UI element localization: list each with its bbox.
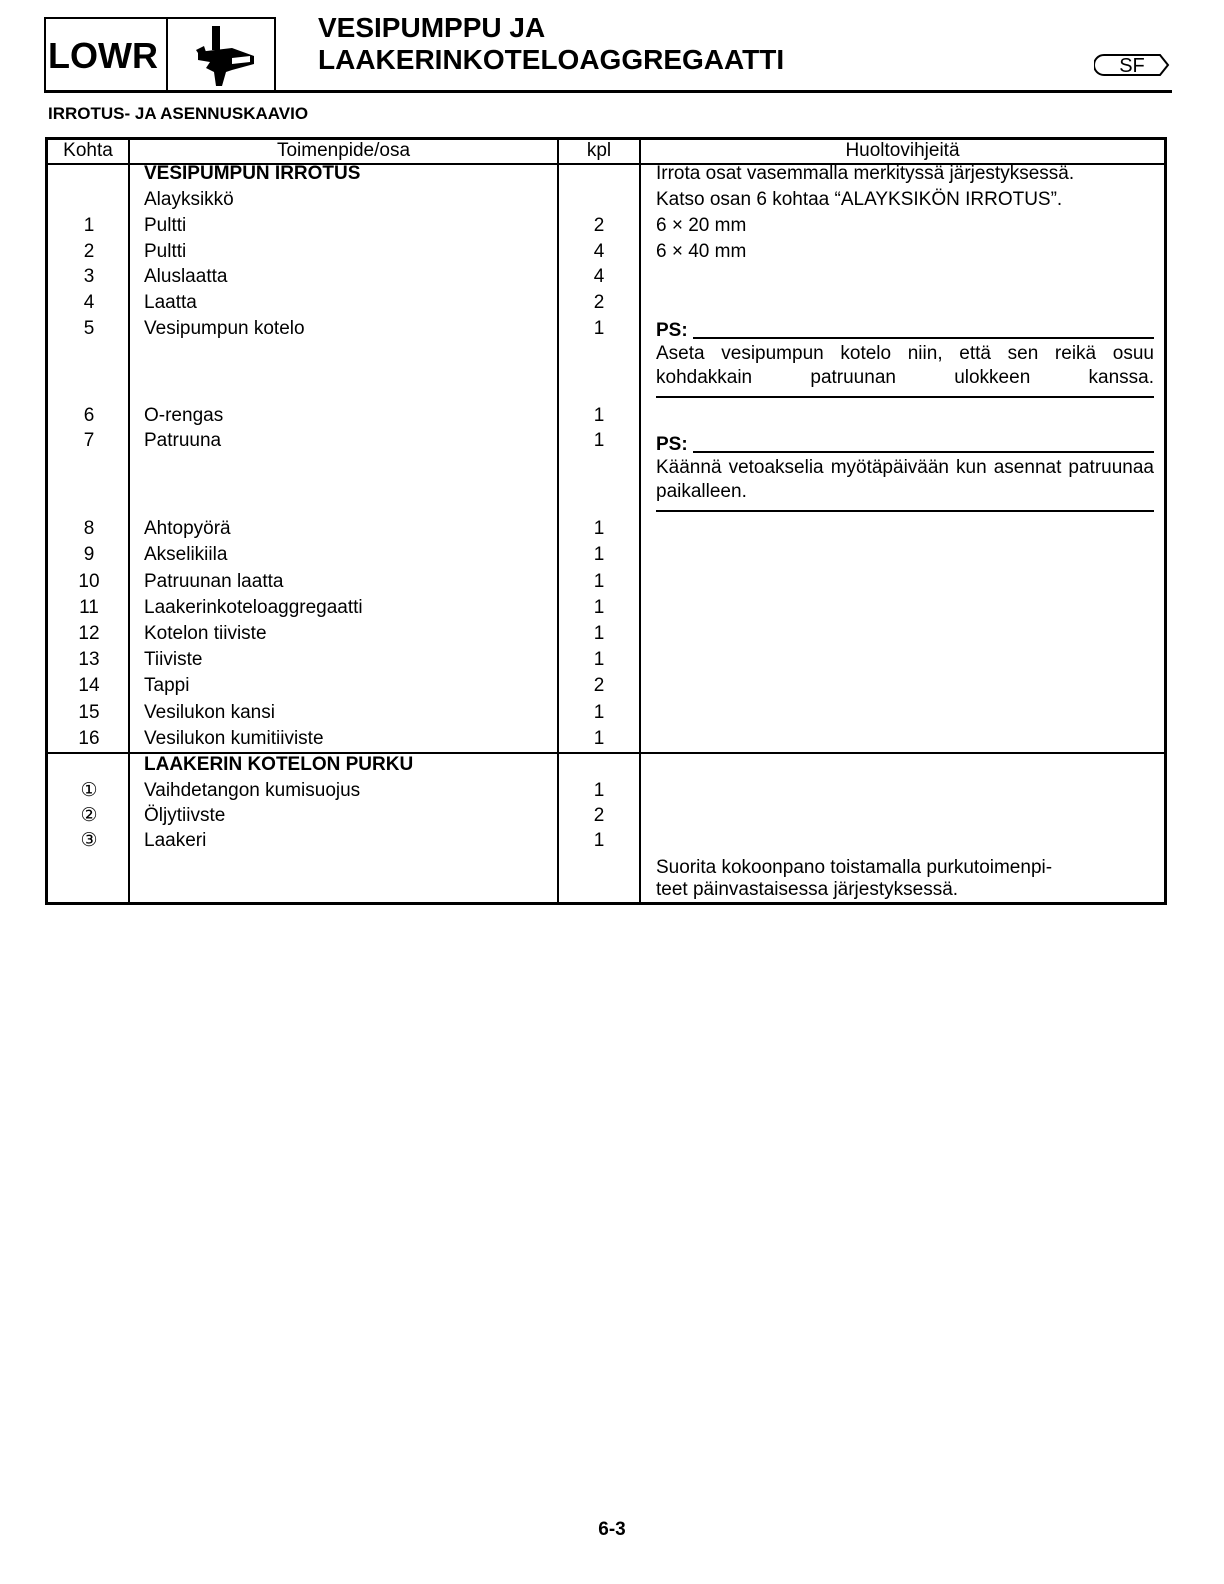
- ps-rule: [656, 510, 1154, 512]
- part-name: Laakeri: [144, 830, 207, 851]
- item-number: 14: [78, 675, 100, 696]
- page-title-line1: VESIPUMPPU JA: [318, 12, 546, 43]
- item-number: 16: [78, 728, 100, 749]
- part-qty: 2: [593, 675, 605, 696]
- section-subtitle: IRROTUS- JA ASENNUSKAAVIO: [48, 104, 309, 123]
- part-name: Aluslaatta: [144, 266, 228, 287]
- part-name: Patruunan laatta: [144, 571, 284, 592]
- column-header-kohta: Kohta: [63, 140, 113, 161]
- part-name: Pultti: [144, 215, 187, 236]
- part-qty: 2: [593, 292, 605, 313]
- part-qty: 1: [593, 830, 605, 851]
- note-line: Irrota osat vasemmalla merkityssä järjestyksessä.: [656, 163, 1075, 184]
- language-badge-text: SF: [1119, 55, 1145, 77]
- item-number: 9: [83, 544, 95, 565]
- part-qty: 1: [593, 623, 605, 644]
- part-name: Ahtopyörä: [144, 518, 231, 539]
- ps-text: Käännä vetoakselia myötäpäivään kun asennat patruunaa paikalleen.: [656, 457, 1154, 502]
- part-qty: 1: [593, 728, 605, 749]
- item-number: 8: [83, 518, 95, 539]
- part-name: Pultti: [144, 241, 187, 262]
- part-qty: 1: [593, 780, 605, 801]
- item-number: 12: [78, 623, 100, 644]
- part-qty: 1: [593, 597, 605, 618]
- note-bolt-size: 6 × 40 mm: [656, 241, 747, 262]
- part-qty: 1: [593, 544, 605, 565]
- part-qty: 1: [593, 702, 605, 723]
- part-qty: 4: [593, 241, 605, 262]
- column-header-osa: Toimenpide/osa: [276, 140, 411, 161]
- table-divider: [639, 137, 641, 905]
- part-name: Vaihdetangon kumisuojus: [144, 780, 361, 801]
- item-number: 4: [83, 292, 95, 313]
- section-heading-removal: VESIPUMPUN IRROTUS: [144, 163, 361, 184]
- part-name: Kotelon tiiviste: [144, 623, 267, 644]
- part-qty: 1: [593, 649, 605, 670]
- item-number: 3: [83, 266, 95, 287]
- ps-rule: [656, 396, 1154, 398]
- ps-label: PS:: [656, 320, 688, 341]
- language-badge: [1094, 51, 1170, 79]
- page-number: 6-3: [598, 1519, 626, 1540]
- item-number: 11: [79, 597, 99, 618]
- section-heading-disassembly: LAAKERIN KOTELON PURKU: [144, 754, 414, 775]
- item-number: 7: [83, 430, 95, 451]
- part-qty: 1: [593, 518, 605, 539]
- ps-rule: [693, 451, 1154, 453]
- part-name: Laakerinkoteloaggregaatti: [144, 597, 363, 618]
- item-number: 10: [78, 571, 100, 592]
- part-name: Patruuna: [144, 430, 222, 451]
- note-bolt-size: 6 × 20 mm: [656, 215, 747, 236]
- item-number: ①: [80, 780, 98, 801]
- part-name: Tiiviste: [144, 649, 203, 670]
- part-qty: 1: [593, 405, 605, 426]
- part-qty: 1: [593, 571, 605, 592]
- item-number: 2: [83, 241, 95, 262]
- note-line: Katso osan 6 kohtaa “ALAYKSIKÖN IRROTUS”.: [656, 189, 1063, 210]
- part-qty: 2: [593, 215, 605, 236]
- column-header-notes: Huoltovihjeitä: [845, 140, 960, 161]
- item-number: 13: [78, 649, 100, 670]
- note-line: Suorita kokoonpano toistamalla purkutoimenpi-: [656, 857, 1053, 878]
- header-rule: [44, 90, 1172, 93]
- part-qty: 2: [593, 805, 605, 826]
- part-name: Vesilukon kumitiiviste: [144, 728, 324, 749]
- part-qty: 1: [593, 318, 605, 339]
- ps-label: PS:: [656, 434, 688, 455]
- ps-text: Aseta vesipumpun kotelo niin, että sen reikä osuu kohdakkain patruunan ulokkeen kanssa.: [656, 343, 1154, 388]
- outboard-lower-unit-icon: [170, 22, 270, 88]
- part-name: Öljytiivste: [144, 805, 226, 826]
- part-qty: 4: [593, 266, 605, 287]
- part-name: Vesipumpun kotelo: [144, 318, 305, 339]
- part-name: Vesilukon kansi: [144, 702, 275, 723]
- part-name: Laatta: [144, 292, 197, 313]
- item-number: 15: [78, 702, 100, 723]
- item-number: ③: [80, 830, 98, 851]
- part-name: Akselikiila: [144, 544, 228, 565]
- note-line: teet päinvastaisessa järjestyksessä.: [656, 879, 959, 900]
- section-tab-label: LOWR: [48, 35, 158, 76]
- part-name: Tappi: [144, 675, 190, 696]
- item-number: 5: [83, 318, 95, 339]
- item-number: 1: [83, 215, 95, 236]
- item-number: 6: [83, 405, 95, 426]
- column-header-kpl: kpl: [586, 140, 612, 161]
- part-name: Alayksikkö: [144, 189, 234, 210]
- item-number: ②: [80, 805, 98, 826]
- ps-rule: [693, 337, 1154, 339]
- part-name: O-rengas: [144, 405, 224, 426]
- page-title-line2: LAAKERINKOTELOAGGREGAATTI: [318, 44, 785, 75]
- part-qty: 1: [593, 430, 605, 451]
